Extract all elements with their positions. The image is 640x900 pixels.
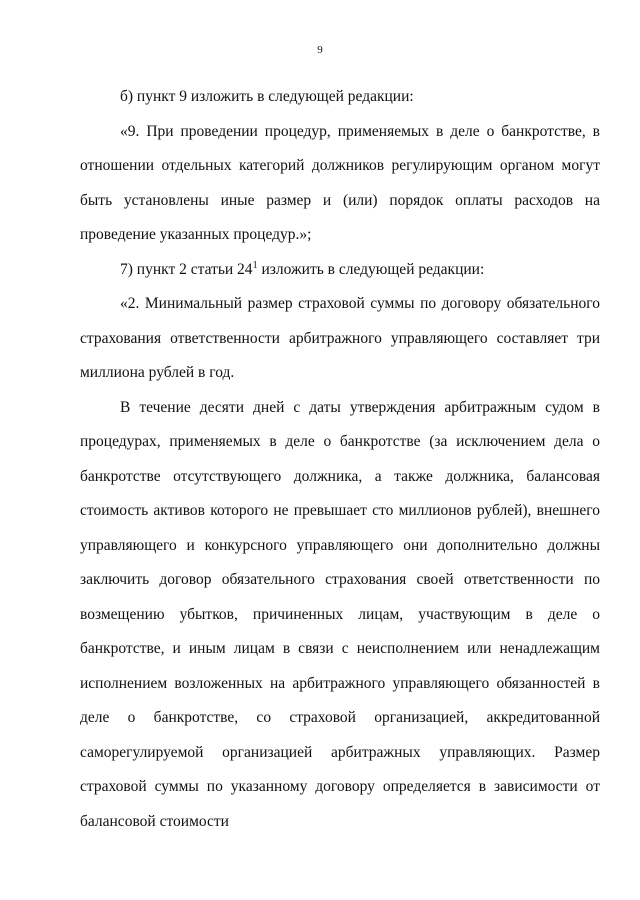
paragraph-item-b: б) пункт 9 изложить в следующей редакции: bbox=[120, 88, 414, 105]
paragraph-item-7-after: изложить в следующей редакции: bbox=[257, 260, 485, 278]
paragraph-quoted-point-9: «9. При проведении процедур, применяемых в деле о банкротстве, в отношении отдельных категорий должников регулирующим органом могут быть установлены иные размер и (или) порядок оплаты расходов на проведение указанных процедур.»; bbox=[80, 122, 600, 243]
article-superscript: 1 bbox=[252, 259, 258, 271]
paragraph-insurance-requirement: В течение десяти дней с даты утверждения арбитражным судом в процедурах, применяемых в деле о банкротстве (за исключением дела о банкротстве отсутствующего должника, а также должника, балансовая стоимость активов которого не превышает сто миллионов рублей), внешнего управляющего и конкурсного управляющего они дополнительно должны заключить договор обязательного страхования своей ответственности по возмещению убытков, причиненных лицам, участвующим в деле о банкротстве, и иным лицам в связи с неисполнением или ненадлежащим исполнением возложенных на арбитражного управляющего обязанностей в деле о банкротстве, со страховой организацией, аккредитованной саморегулируемой организацией арбитражных управляющих. Размер страховой суммы по указанному договору определяется в зависимости от балансовой стоимости bbox=[80, 398, 600, 830]
paragraph-item-7 bbox=[80, 253, 600, 288]
paragraph-item-7-before: 7) пункт 2 статьи 24 bbox=[120, 260, 253, 278]
document-body bbox=[80, 80, 600, 839]
page-number: 9 bbox=[317, 44, 323, 56]
paragraph-quoted-point-2: «2. Минимальный размер страховой суммы по договору обязательного страхования ответственности арбитражного управляющего составляет три миллиона рублей в год. bbox=[80, 295, 600, 381]
